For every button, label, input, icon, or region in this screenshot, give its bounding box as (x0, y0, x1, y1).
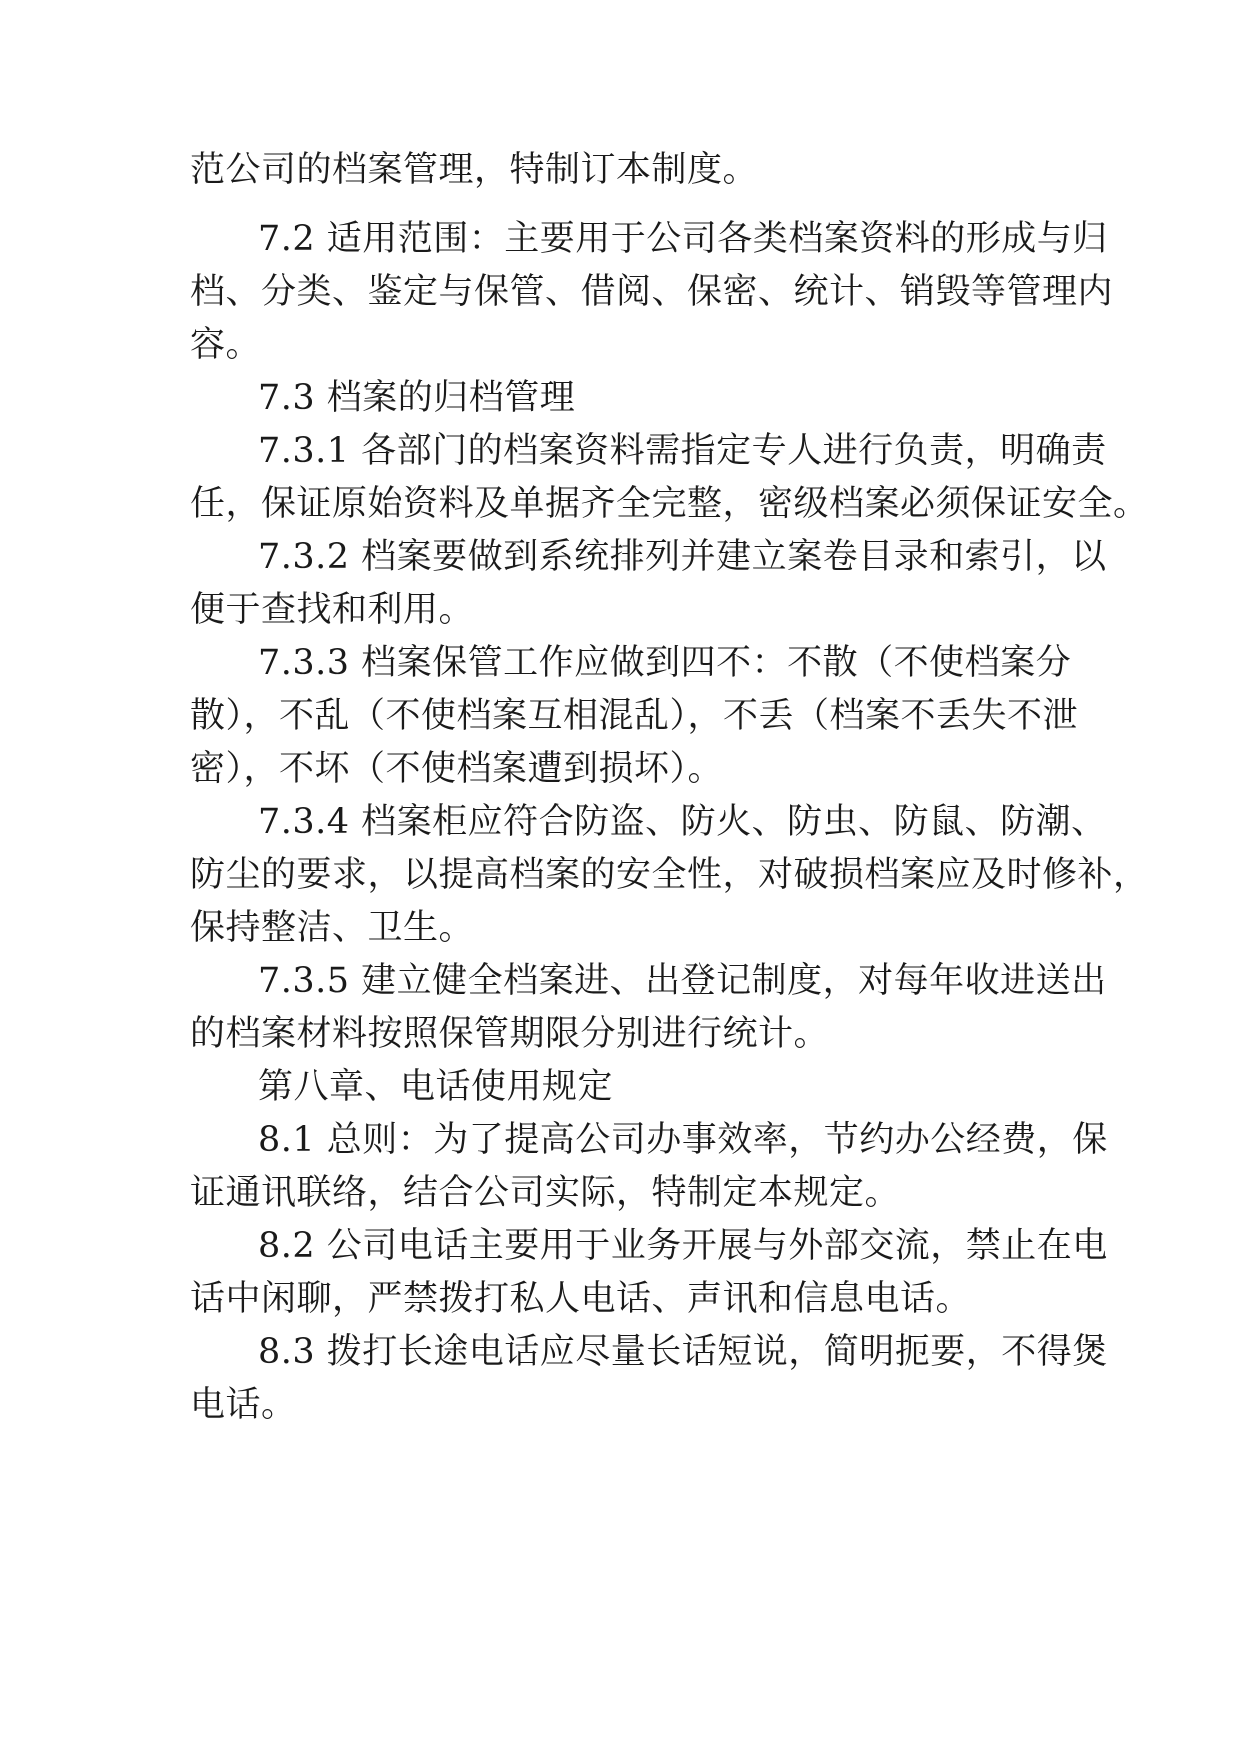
text-line: 8.3 拨打长途电话应尽量长话短说，简明扼要，不得煲 (258, 1332, 1108, 1372)
text-line: 话中闲聊，严禁拨打私人电话、声讯和信息电话。 (190, 1279, 972, 1319)
text-line: 7.3.5 建立健全档案进、出登记制度，对每年收进送出 (258, 961, 1107, 1001)
text-line: 防尘的要求，以提高档案的安全性，对破损档案应及时修补， (190, 855, 1149, 895)
text-line: 便于查找和利用。 (190, 590, 475, 630)
text-line: 7.3.2 档案要做到系统排列并建立案卷目录和索引，以 (258, 537, 1107, 577)
text-line: 8.1 总则：为了提高公司办事效率，节约办公经费，保 (258, 1120, 1108, 1160)
text-line: 容。 (190, 325, 262, 365)
text-line: 档、分类、鉴定与保管、借阅、保密、统计、销毁等管理内 (190, 272, 1114, 312)
text-line: 7.3.1 各部门的档案资料需指定专人进行负责，明确责 (258, 431, 1107, 471)
text-line: 保持整洁、卫生。 (190, 908, 475, 948)
text-line: 任，保证原始资料及单据齐全完整，密级档案必须保证安全。 (190, 484, 1149, 524)
section-heading: 7.3 档案的归档管理 (258, 378, 576, 418)
chapter-heading: 第八章、电话使用规定 (258, 1067, 614, 1107)
text-line: 电话。 (190, 1385, 297, 1425)
text-line: 范公司的档案管理，特制订本制度。 (190, 150, 759, 190)
text-line: 8.2 公司电话主要用于业务开展与外部交流，禁止在电 (258, 1226, 1108, 1266)
text-line: 7.2 适用范围：主要用于公司各类档案资料的形成与归 (258, 219, 1108, 259)
text-line: 散），不乱（不使档案互相混乱），不丢（档案不丢失不泄 (190, 696, 1079, 736)
text-line: 7.3.3 档案保管工作应做到四不：不散（不使档案分 (258, 643, 1072, 683)
text-line: 证通讯联络，结合公司实际，特制定本规定。 (190, 1173, 901, 1213)
text-line: 7.3.4 档案柜应符合防盗、防火、防虫、防鼠、防潮、 (258, 802, 1107, 842)
text-line: 密），不坏（不使档案遭到损坏）。 (190, 749, 724, 789)
text-line: 的档案材料按照保管期限分别进行统计。 (190, 1014, 830, 1054)
